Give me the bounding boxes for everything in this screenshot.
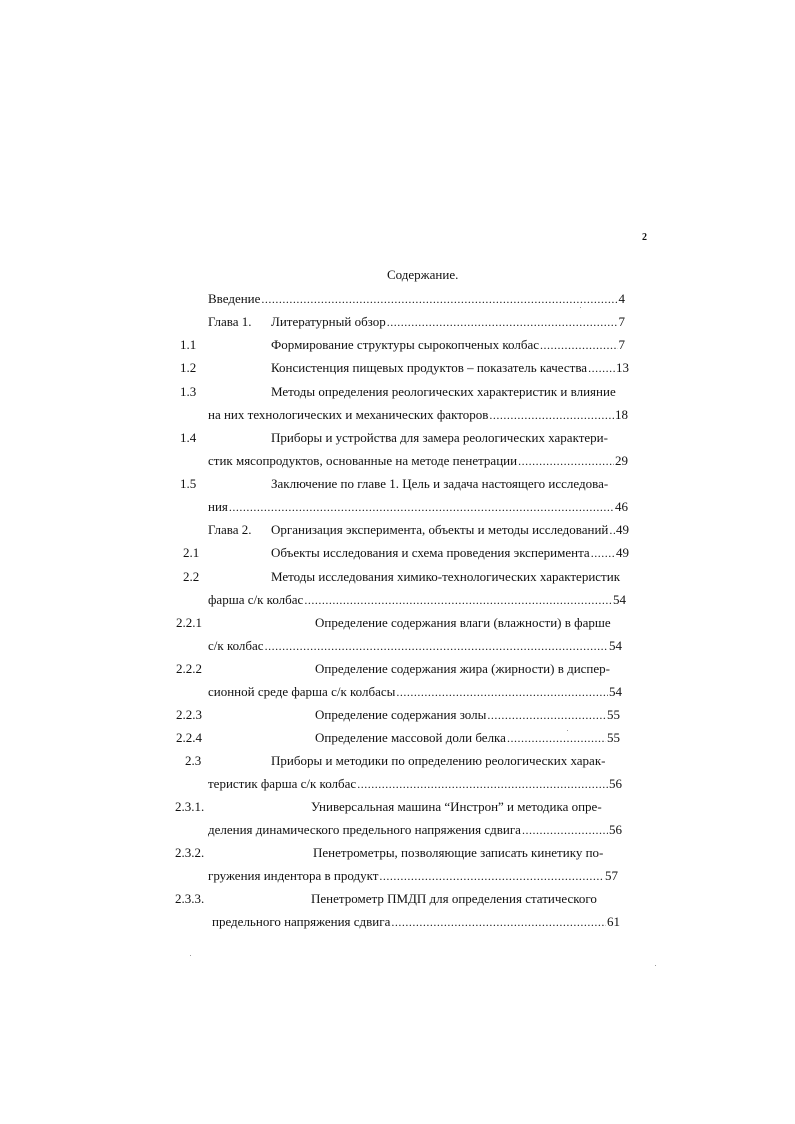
toc-entry-2-3-line1: Приборы и методики по определению реологических харак- — [271, 753, 606, 768]
toc-entry-page: 57 — [605, 868, 618, 883]
toc-entry-2-3-2-line1: Пенетрометры, позволяющие записать кинетику по- — [313, 845, 604, 860]
toc-entry-1-2 — [271, 360, 629, 376]
toc-entry-text: Введение — [208, 291, 261, 306]
scan-speck — [580, 307, 581, 308]
toc-entry-1-3-line1: Методы определения реологических характеристик и влияние — [271, 384, 616, 399]
toc-entry-text: теристик фарша с/к колбас — [208, 776, 357, 791]
toc-entry-text: Определение массовой доли белка — [315, 730, 506, 745]
toc-entry-text: Литературный обзор — [271, 314, 386, 329]
toc-entry-text: Консистенция пищевых продуктов – показатель качества — [271, 360, 588, 375]
toc-entry-text: Объекты исследования и схема проведения эксперимента — [271, 545, 590, 560]
leader-dots — [540, 337, 618, 353]
toc-entry-1-1 — [271, 337, 625, 353]
toc-entry-page: 13 — [616, 360, 629, 375]
toc-entry-text: ния — [208, 499, 228, 514]
toc-entry-text: фарша с/к колбас — [208, 592, 304, 607]
toc-entry-page: 46 — [615, 499, 628, 514]
section-number: 2.2 — [183, 569, 200, 584]
toc-entry-page: 54 — [613, 592, 626, 607]
toc-entry-text: Организация эксперимента, объекты и методы исследований — [271, 522, 609, 537]
leader-dots — [507, 730, 606, 746]
toc-entry-page: 54 — [609, 684, 622, 699]
toc-entry-1-5-line1: Заключение по главе 1. Цель и задача настоящего исследова- — [271, 476, 609, 491]
toc-entry-2-3-3-line1: Пенетрометр ПМДП для определения статического — [311, 891, 597, 906]
toc-title: Содержание. — [387, 267, 459, 282]
toc-entry-text: Определение содержания золы — [315, 707, 487, 722]
toc-entry-text: деления динамического предельного напряжения сдвига — [208, 822, 521, 837]
toc-entry-1-5-line2 — [208, 499, 628, 515]
toc-entry-2-2-1-line1: Определение содержания влаги (влажности) в фарше — [315, 615, 611, 630]
toc-entry-page: 49 — [616, 545, 629, 560]
section-number: 2.3.3. — [175, 891, 205, 906]
toc-entry-text: сионной среде фарша с/к колбасы — [208, 684, 396, 699]
leader-dots — [391, 914, 606, 930]
toc-entry-1-4-line1: Приборы и устройства для замера реологических характери- — [271, 430, 608, 445]
leader-dots — [518, 453, 614, 469]
toc-entry-2-3-2-line2 — [208, 868, 618, 884]
section-number: 2.2.2 — [176, 661, 202, 676]
toc-entry-intro — [208, 291, 625, 307]
section-number: 1.2 — [180, 360, 197, 375]
toc-entry-text: Формирование структуры сырокопченых колбас — [271, 337, 539, 352]
toc-entry-page: 55 — [607, 707, 620, 722]
leader-dots — [522, 822, 608, 838]
toc-entry-2-2-2-line1: Определение содержания жира (жирности) в диспер- — [315, 661, 610, 676]
section-number: 1.1 — [180, 337, 197, 352]
leader-dots — [396, 684, 608, 700]
toc-entry-text: стик мясопродуктов, основанные на методе пенетрации — [208, 453, 518, 468]
section-number: 2.1 — [183, 545, 200, 560]
toc-entry-2-2-2-line2 — [208, 684, 622, 700]
section-number: 1.3 — [180, 384, 197, 399]
chapter-label: Глава 2. — [208, 522, 252, 537]
leader-dots — [588, 360, 615, 376]
toc-entry-2-1 — [271, 545, 629, 561]
chapter-label: Глава 1. — [208, 314, 252, 329]
toc-entry-1-4-line2 — [208, 453, 628, 469]
leader-dots — [487, 707, 606, 723]
toc-entry-2-3-3-line2 — [212, 914, 620, 930]
section-number: 2.2.4 — [176, 730, 202, 745]
toc-entry-page: 61 — [607, 914, 620, 929]
leader-dots — [609, 522, 615, 538]
leader-dots — [591, 545, 615, 561]
toc-entry-2-2-3 — [315, 707, 620, 723]
page-number: 2 — [642, 232, 647, 243]
scan-speck — [190, 955, 191, 956]
toc-entry-page: 18 — [615, 407, 628, 422]
toc-entry-1-3-line2 — [208, 407, 628, 423]
toc-entry-text: предельного напряжения сдвига — [212, 914, 391, 929]
section-number: 2.2.1 — [176, 615, 202, 630]
toc-entry-page: 49 — [616, 522, 629, 537]
section-number: 2.2.3 — [176, 707, 202, 722]
toc-entry-2-3-line2 — [208, 776, 622, 792]
leader-dots — [304, 592, 612, 608]
toc-entry-page: 7 — [618, 337, 625, 352]
toc-entry-text: на них технологических и механических факторов — [208, 407, 489, 422]
section-number: 2.3 — [185, 753, 202, 768]
leader-dots — [261, 291, 617, 307]
leader-dots — [229, 499, 614, 515]
leader-dots — [387, 314, 618, 330]
toc-entry-chapter-1 — [271, 314, 625, 330]
toc-entry-chapter-2 — [271, 522, 629, 538]
leader-dots — [357, 776, 608, 792]
toc-entry-page: 4 — [618, 291, 625, 306]
section-number: 2.3.2. — [175, 845, 205, 860]
section-number: 2.3.1. — [175, 799, 205, 814]
toc-entry-page: 56 — [609, 822, 622, 837]
toc-entry-2-3-1-line2 — [208, 822, 622, 838]
toc-entry-2-2-line1: Методы исследования химико-технологических характеристик — [271, 569, 621, 584]
section-number: 1.4 — [180, 430, 197, 445]
scan-speck — [655, 965, 656, 966]
toc-entry-2-2-4 — [315, 730, 620, 746]
leader-dots — [265, 638, 608, 654]
toc-entry-2-2-1-line2 — [208, 638, 622, 654]
leader-dots — [379, 868, 604, 884]
toc-entry-page: 56 — [609, 776, 622, 791]
leader-dots — [489, 407, 614, 423]
toc-entry-2-3-1-line1: Универсальная машина “Инстрон” и методика опре- — [311, 799, 602, 814]
toc-entry-page: 55 — [607, 730, 620, 745]
toc-entry-text: гружения индентора в продукт — [208, 868, 379, 883]
toc-entry-page: 54 — [609, 638, 622, 653]
toc-entry-page: 29 — [615, 453, 628, 468]
toc-entry-text: с/к колбас — [208, 638, 264, 653]
section-number: 1.5 — [180, 476, 197, 491]
scan-speck — [567, 730, 568, 731]
toc-entry-page: 7 — [618, 314, 625, 329]
toc-entry-2-2-line2 — [208, 592, 626, 608]
